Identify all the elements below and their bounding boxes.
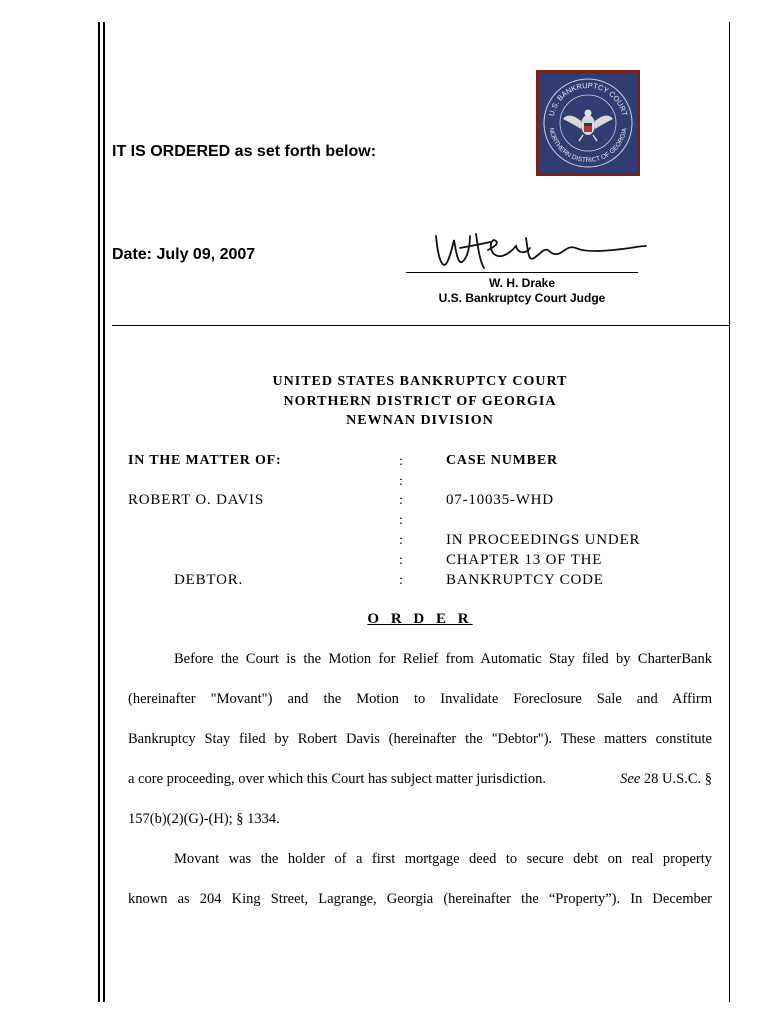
body-text-line: Movant was the holder of a first mortgage deed to secure debt on real property [174,851,712,867]
body-text-segment: a core proceeding, over which this Court has subject matter jurisdiction. [128,771,546,787]
debtor-label: DEBTOR. [174,572,244,588]
see-signal: See [620,771,641,787]
caption-colon: : [399,474,403,489]
body-text-line: 157(b)(2)(G)-(H); § 1334. [128,811,280,827]
proceedings-line: IN PROCEEDINGS UNDER [446,532,641,548]
order-date: Date: July 09, 2007 [112,246,256,263]
case-number-label: CASE NUMBER [446,453,558,468]
proceedings-line: BANKRUPTCY CODE [446,572,604,588]
proceedings-line: CHAPTER 13 OF THE [446,552,603,568]
left-margin-rule-inner [103,22,105,1002]
body-text-line [128,771,712,788]
ordered-statement: IT IS ORDERED as set forth below: [112,143,377,160]
seal-bottom-text: NORTHERN DISTRICT OF GEORGIA [547,127,629,164]
debtor-name: ROBERT O. DAVIS [128,492,264,508]
citation-signal [620,771,712,788]
order-title: O R D E R [367,611,473,627]
header-divider [112,325,730,326]
caption-colon: : [399,553,403,568]
court-division: NEWNAN DIVISION [346,413,494,428]
body-text-line: Bankruptcy Stay filed by Robert Davis (hereinafter the "Debtor"). These matters constitute [128,731,712,747]
citation-text: 28 U.S.C. § [643,771,712,787]
court-seal [536,70,640,176]
judge-name: W. H. Drake [488,276,556,290]
caption-colon: : [399,454,403,469]
court-district: NORTHERN DISTRICT OF GEORGIA [283,394,557,409]
seal-top-text: U.S. BANKRUPTCY COURT [546,80,630,117]
caption-colon: : [399,493,403,508]
court-name: UNITED STATES BANKRUPTCY COURT [272,374,568,389]
case-number: 07-10035-WHD [446,492,554,508]
body-text-line: Before the Court is the Motion for Relief from Automatic Stay filed by CharterBank [174,651,712,667]
matter-label: IN THE MATTER OF: [128,453,282,468]
left-margin-rule [98,22,100,1002]
caption-colon: : [399,573,403,588]
judge-title: U.S. Bankruptcy Court Judge [438,291,606,305]
right-margin-rule [729,22,730,1002]
judge-signature-icon [430,228,650,274]
body-text-line: (hereinafter "Movant") and the Motion to Invalidate Foreclosure Sale and Affirm [128,691,712,707]
caption-colon: : [399,533,403,548]
caption-colon: : [399,513,403,528]
body-text-line: known as 204 King Street, Lagrange, Georgia (hereinafter the “Property”). In December [128,891,712,907]
seal-emblem-icon [539,73,637,173]
signature-line [406,272,638,273]
judge-block [406,276,638,306]
